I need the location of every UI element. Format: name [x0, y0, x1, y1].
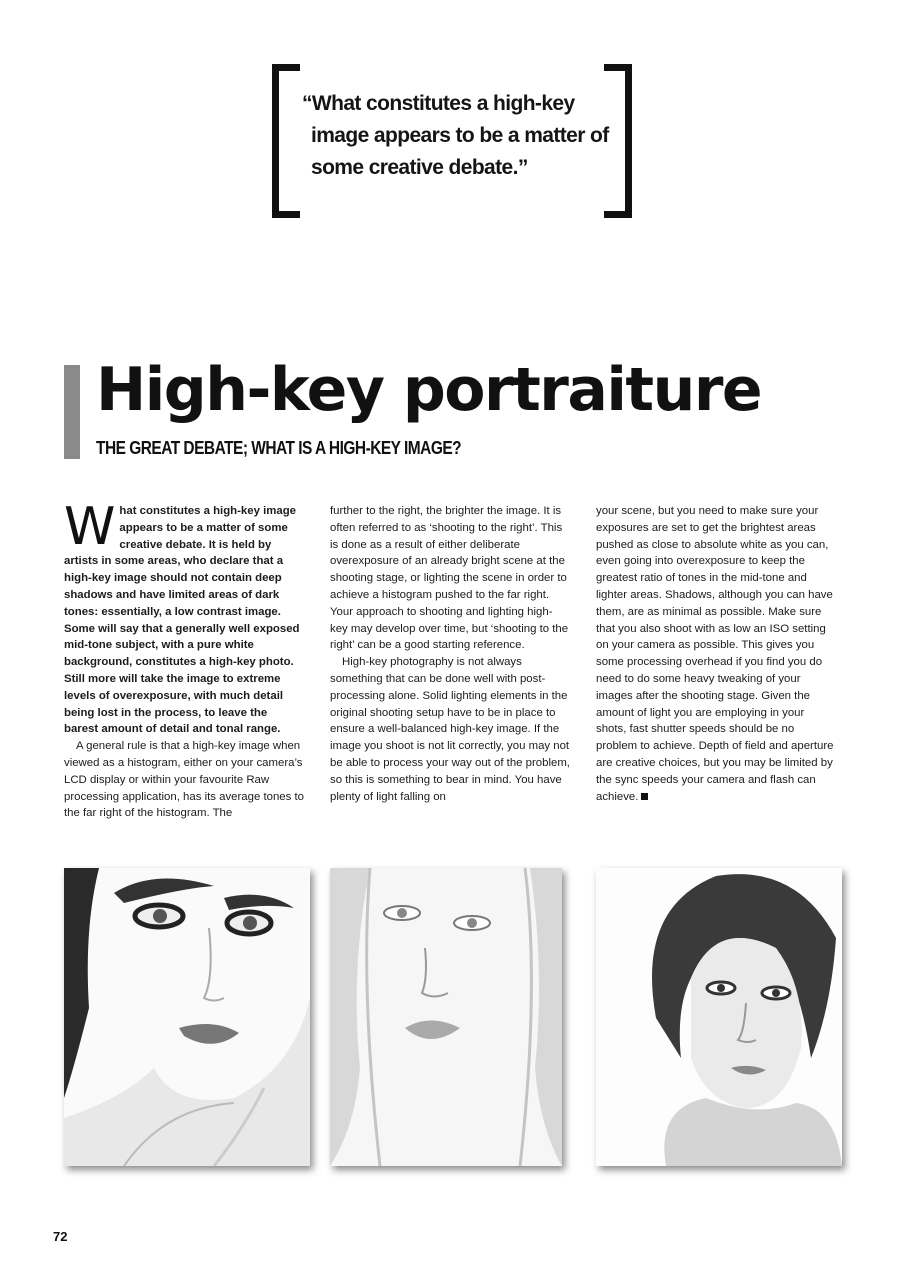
paragraph-2-start: A general rule is that a high-key image when viewed as a histogram, either on your camera’s LCD display or within your favourite Raw processing application, has its average tones to the far right of the histogram. The — [64, 740, 304, 820]
left-bracket — [272, 64, 300, 218]
portrait-1-illustration — [64, 868, 310, 1166]
paragraph-3-start: High-key photography is not always something that can be done well with post-processing alone. Solid lighting elements in the original shooting setup have to be in place to ensure a well-balanced high-key image. If the image you shoot is not lit correctly, you may not be able to process your way out of the problem, so this is something to bear in mind. You have plenty of light falling on — [330, 656, 570, 803]
text-column-2 — [330, 503, 570, 805]
lead-paragraph — [64, 497, 304, 738]
portrait-photo-1 — [64, 868, 310, 1166]
portrait-photo-2 — [330, 868, 562, 1166]
paragraph-3-end — [596, 503, 836, 805]
portrait-photo-3 — [596, 868, 842, 1166]
end-mark-icon — [641, 793, 648, 800]
paragraph-2-end: further to the right, the brighter the image. It is often referred to as ‘shooting to the right’. This is done as a result of either deliberate overexposure of an already bright scene at the shooting stage, or lighting the scene in order to achieve a histogram pushed to the far right. Your approach to shooting and lighting high-key may develop over time, but ‘shooting to the right’ can be a good starting reference. — [330, 505, 569, 652]
pull-quote-text: “What constitutes a high-key image appears to be a matter of some creative debate.” — [302, 92, 609, 179]
article-subtitle: THE GREAT DEBATE; WHAT IS A HIGH-KEY IMAGE? — [96, 438, 462, 458]
lead-text: hat constitutes a high-key image appears to be a matter of some creative debate. It is held by artists in some areas, who declare that a high-key image should not contain deep shadows and have limited areas of dark tones: essentially, a low contrast image. Some will say that a generally well exposed mid-tone subject, with a pure white background, constitutes a high-key photo. Still more will take the image to extreme levels of overexposure, with much detail being lost in the process, to leave the barest amount of detail and tonal range. — [64, 505, 300, 736]
title-accent-bar — [64, 365, 80, 459]
drop-cap: W — [64, 497, 116, 557]
text-column-3 — [596, 503, 836, 805]
text-column-1 — [64, 497, 304, 822]
page-number: 72 — [53, 1229, 68, 1244]
portrait-3-illustration — [596, 868, 842, 1166]
article-title: High-key portraiture — [96, 355, 762, 425]
portrait-2-illustration — [330, 868, 562, 1166]
paragraph-3-end-text: your scene, but you need to make sure your exposures are set to get the brightest areas pushed as close to absolute white as you can, even going into overexposure to keep the greatest ratio of tones in the mid-tone and lighter areas. Shadows, although you can have them, are as minimal as possible. Make sure that you also shoot with as low an ISO setting on your camera as possible. This gives you some processing overhead if you find you do need to do some heavy tweaking of your images after the shooting stage. Given the amount of light you are employing in your shots, fast shutter speeds should be no problem to achieve. Depth of field and aperture are creative choices, but you may be limited by the sync speeds your camera and flash can achieve. — [596, 505, 834, 803]
right-bracket — [604, 64, 632, 218]
pull-quote — [272, 64, 632, 218]
